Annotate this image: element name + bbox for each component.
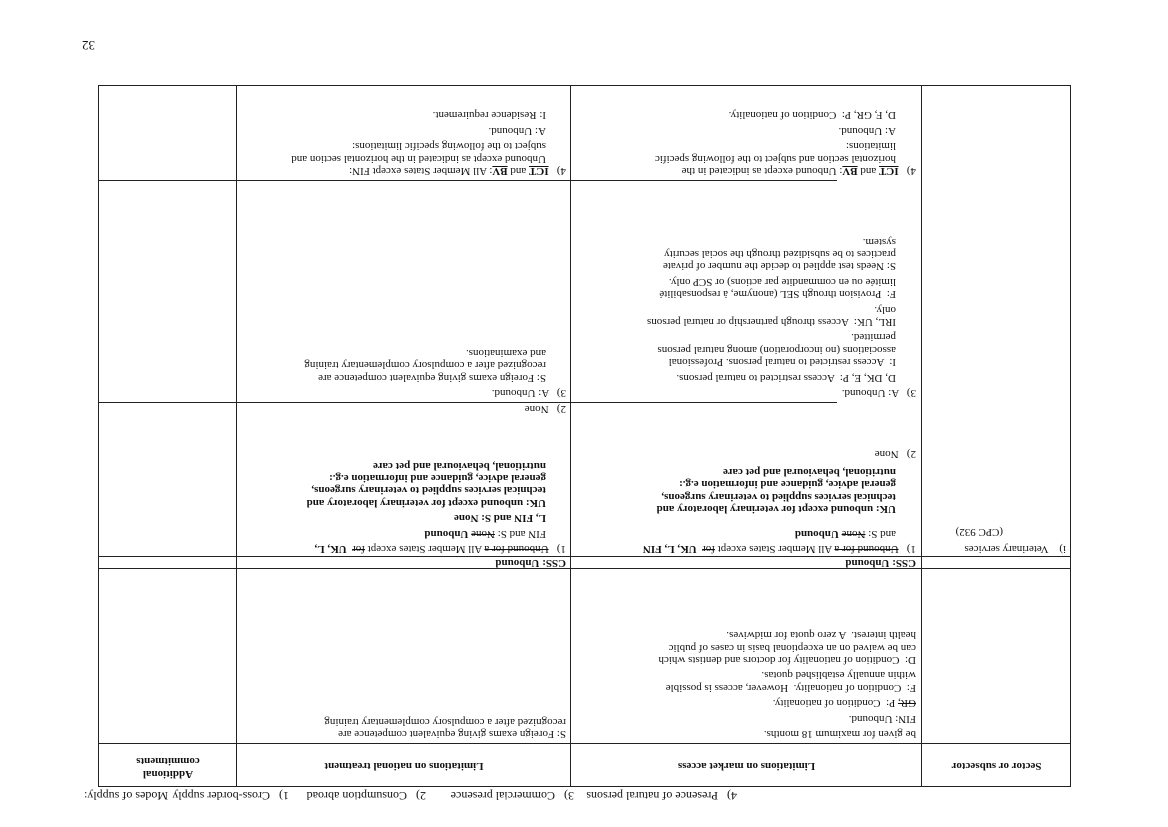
mode-1-line: technical services supplied to veterinary surgeons, (311, 484, 546, 497)
inserted-text: All Member States except (714, 543, 835, 555)
header-additional: Additional (142, 768, 194, 780)
bold-text: UK, L, FIN (642, 543, 703, 555)
sector-veterinary: i) Veterinary services (964, 543, 1066, 555)
struck-text: for (352, 543, 365, 555)
mode-3-line: system. (862, 235, 896, 248)
css-national-treatment: CSS: Unbound (495, 557, 566, 569)
market-cont-line: FIN: Unbound. (848, 712, 916, 725)
mode-number: 1) (906, 543, 916, 555)
mode-3-line: permitted. (851, 331, 896, 344)
mode-3-line: S: Foreign exams giving equivalent competence are (318, 371, 546, 384)
mode-4-line: A: Unbound. (838, 124, 896, 137)
mode-1-line (241, 543, 566, 555)
market-cont-line: health interest. A zero quota for midwives. (726, 629, 916, 642)
struck-text: for (702, 543, 715, 555)
col-divider-sector (921, 86, 922, 787)
mode-1-line: L, FIN and S: None (454, 512, 546, 525)
vet-market-mode-1 (576, 447, 916, 555)
mode-1-line: general advice, guidance and information e.g.: (679, 478, 896, 491)
mode-4-line: limitations: (845, 140, 896, 153)
table-border-bottom (98, 85, 1071, 86)
mode-1-line: nutritional, behavioural and pet care (722, 465, 896, 478)
mode-4-line: A: Unbound. (488, 124, 546, 137)
mode-1-line: nutritional, behavioural and pet care (372, 459, 546, 472)
mode-4-line: Unbound except as indicated in the horizontal section and (291, 152, 546, 165)
continued-national-treatment (324, 715, 566, 740)
market-cont-line: can be waived on an exceptional basis in cases of public (668, 641, 916, 654)
mode-3-line: 3) A: Unbound. (491, 387, 566, 399)
national-cont-line: S: Foreign exams giving equivalent competence are (338, 728, 566, 740)
modes-label: Modes of supply: (84, 789, 168, 803)
plain-text: and S: (865, 527, 896, 540)
plain-text: : Unbound except as indicated in the (681, 165, 843, 177)
header-national-treatment: Limitations on national treatment (324, 760, 484, 772)
header-sector: Sector or subsector (951, 760, 1042, 772)
market-cont-line: GR, P: Condition of nationality. (772, 697, 916, 710)
mode-2: 2) Consumption abroad (306, 789, 426, 803)
table-border-left (1070, 86, 1071, 787)
struck-text: None (471, 527, 495, 540)
mode-3-line: practices to be subsidized through the social security (664, 247, 896, 260)
table-border-top (98, 786, 1071, 787)
bold-text: BV (492, 165, 508, 177)
row-divider-mode-4 (98, 180, 837, 181)
bold-text: ICT (879, 165, 899, 177)
mode-4-line: horizontal section and subject to the following specific (654, 152, 896, 165)
continued-market-access (658, 629, 916, 740)
inserted-text: All Member States except (364, 543, 485, 555)
css-market-access: CSS: Unbound (845, 557, 916, 569)
mode-1-line: UK: unbound except for veterinary laboratory and (306, 496, 546, 509)
vet-market-mode-3 (576, 235, 916, 399)
mode-1-line: technical services supplied to veterinary surgeons, (661, 490, 896, 503)
mode-3-line: associations (no incorporation) among natural persons (657, 343, 896, 356)
mode-1-line: UK: unbound except for veterinary laboratory and (656, 503, 896, 516)
mode-4: 4) Presence of natural persons (586, 789, 737, 803)
bold-text: Unbound (424, 527, 472, 540)
vet-market-mode-4 (576, 109, 916, 177)
bold-text: UK, L, (314, 543, 353, 555)
mode-4-line: subject to the following specific limitations: (352, 140, 546, 153)
bold-text: ICT (529, 165, 549, 177)
mode-1-line: general advice, guidance and information e.g.: (329, 471, 546, 484)
vet-national-mode-4 (241, 109, 566, 177)
mode-3-line: I: Access restricted to natural persons. Professional (668, 356, 896, 369)
header-market-access: Limitations on market access (677, 760, 816, 772)
mode-3: 3) Commercial presence (450, 789, 574, 803)
market-cont-line: F: Condition of nationality. However, access is possible (665, 681, 916, 694)
struck-text: Unbound for a (834, 543, 899, 555)
market-cont-line: be given for maximum 18 months. (763, 728, 916, 740)
mode-number: 4) (556, 165, 566, 177)
mode-4-line: I: Residence requirement. (432, 109, 546, 122)
bold-text: Unbound (794, 527, 842, 540)
plain-text: and (857, 165, 880, 177)
national-cont-line: recognized after a compulsory complementary training (324, 715, 566, 728)
mode-number: 1) (556, 543, 566, 555)
mode-3-line: IRL, UK: Access through partnership or natural persons (647, 315, 896, 328)
sector-cpc: (CPC 932) (955, 526, 1003, 538)
header-commitments: commitments (136, 755, 200, 767)
market-cont-line: D: Condition of nationality for doctors and dentists which (658, 653, 916, 666)
mode-3-line: and examinations. (465, 346, 546, 359)
plain-text: : All Member States except FIN: (349, 165, 493, 177)
mode-4-line (241, 165, 566, 177)
mode-1-line (576, 527, 916, 539)
mode-1-line (576, 543, 916, 555)
mode-3-line: S: Needs test applied to decide the number of private (662, 260, 896, 273)
mode-number: 4) (906, 165, 916, 177)
mode-3-line: recognized after a compulsory complementary training (304, 359, 546, 372)
plain-text: FIN and S: (494, 527, 546, 540)
mode-4-line: D, F, GR, P: Condition of nationality. (728, 109, 896, 122)
struck-text: Unbound for a (484, 543, 549, 555)
mode-4-line (576, 165, 916, 177)
struck-text: GR, (897, 697, 916, 710)
mode-3-line: 3) A: Unbound. (841, 387, 916, 399)
page-number: 32 (82, 38, 95, 53)
mode-1: 1) Cross-border supply (172, 789, 289, 803)
mode-3-line: only. (874, 303, 896, 316)
mode-1-line (241, 527, 566, 539)
row-divider-css (98, 568, 1071, 569)
mode-2-line: 2) None (874, 447, 916, 460)
header-divider (98, 743, 1071, 744)
col-divider-national (236, 86, 237, 787)
row-divider-mode-3 (98, 402, 837, 403)
table-border-right (98, 86, 99, 787)
vet-national-mode-1 (241, 459, 566, 555)
struck-text: None (841, 527, 866, 540)
bold-text: BV (842, 165, 858, 177)
mode-3-line: F: Provision through SEL (anonyme, à responsabilité (659, 288, 896, 301)
row-divider-vet (98, 556, 1071, 557)
vet-national-mode-3 (241, 346, 566, 399)
mode-3-line: D, DK, E, P: Access restricted to natural persons. (676, 371, 896, 384)
col-divider-market (570, 86, 571, 787)
vet-national-mode-2: 2) None (524, 403, 566, 415)
plain-text: and (507, 165, 530, 177)
mode-3-line: limitée ou en commandite par actions) or SCP only. (668, 275, 896, 288)
market-cont-line: within annually established quotas. (761, 669, 916, 682)
